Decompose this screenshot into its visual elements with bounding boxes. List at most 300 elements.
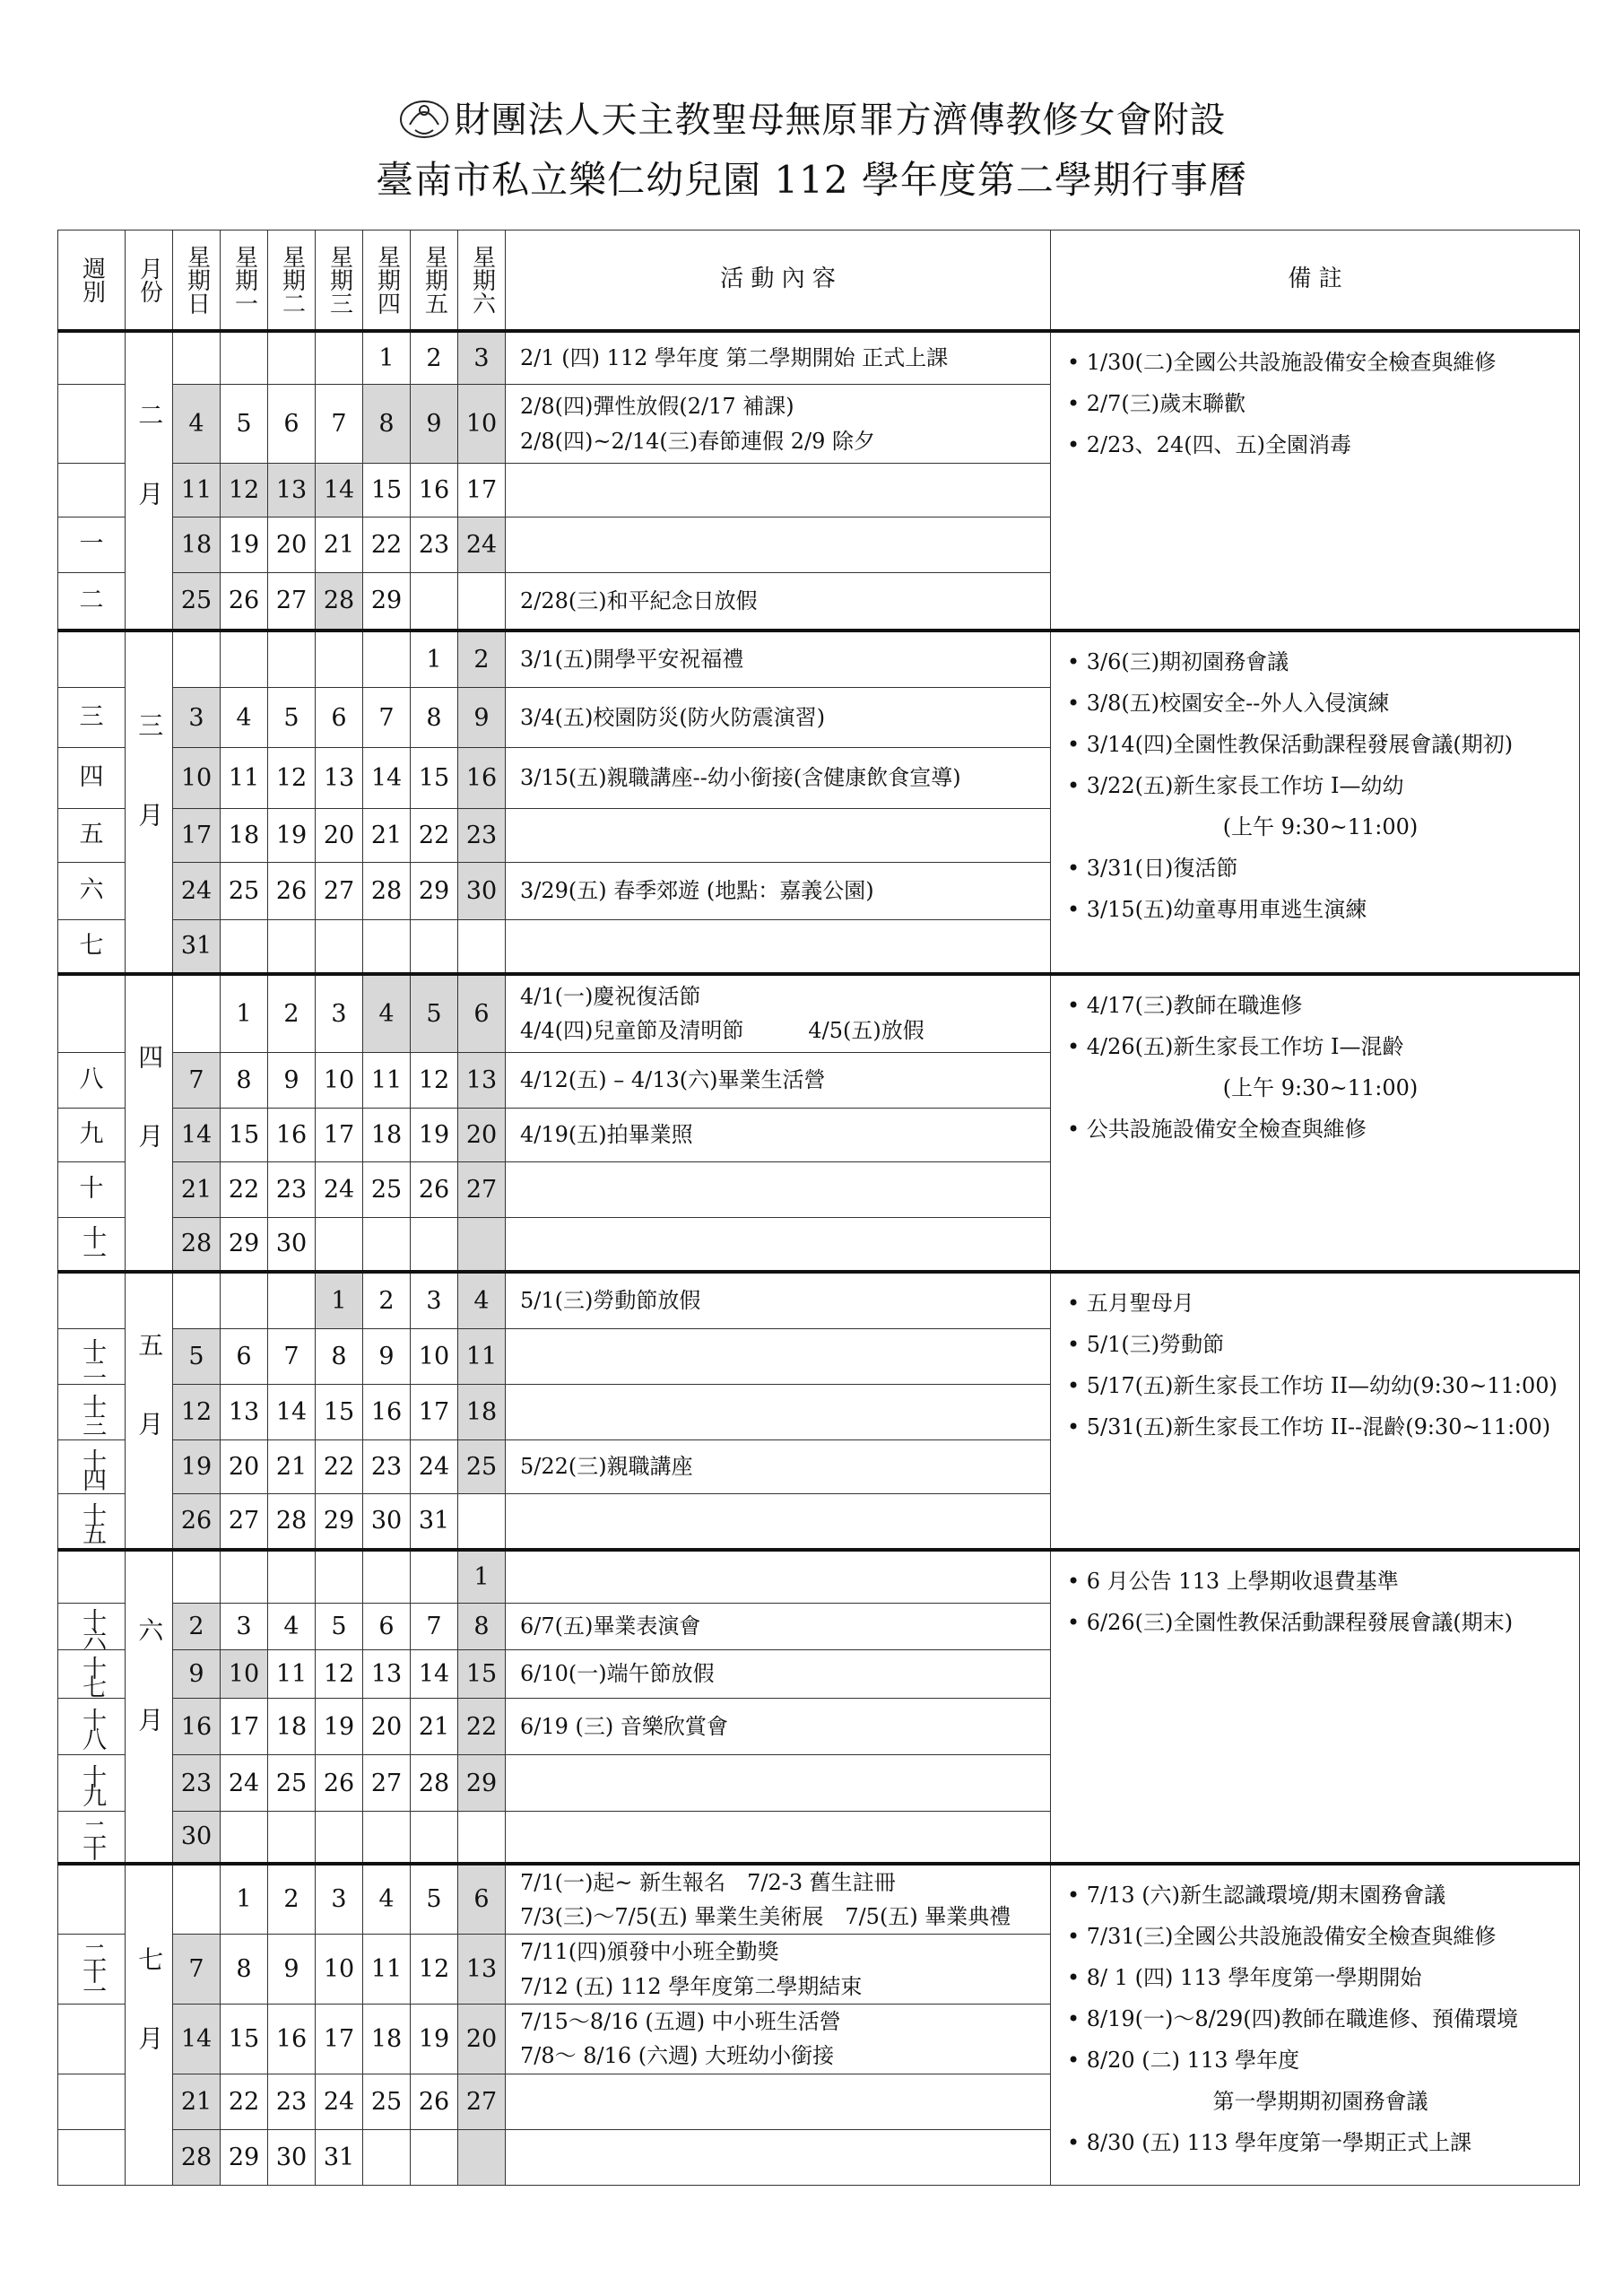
activity-cell <box>506 2129 1051 2185</box>
day-cell: 15 <box>411 748 458 809</box>
day-cell: 24 <box>411 1440 458 1494</box>
day-cell: 15 <box>363 464 411 517</box>
day-cell: 30 <box>363 1494 411 1550</box>
week-number <box>58 331 126 385</box>
day-cell: 23 <box>173 1755 221 1812</box>
activity-item: 7/8～ 8/16 (六週) 大班幼小銜接 <box>520 2043 835 2069</box>
activity-cell <box>506 1812 1051 1864</box>
header-row <box>58 230 1580 331</box>
week-number: 二 <box>58 573 126 631</box>
day-cell <box>173 1864 221 1935</box>
day-cell: 16 <box>363 1385 411 1440</box>
day-cell: 20 <box>268 517 316 573</box>
day-cell: 1 <box>363 331 411 385</box>
remark-item: • 3/6(三)期初園務會議 <box>1067 648 1289 674</box>
remark-item: • 8/19(一)～8/29(四)教師在職進修、預備環境 <box>1067 2005 1519 2031</box>
remark-item: • 6/26(三)全園性教保活動課程發展會議(期末) <box>1067 1609 1514 1635</box>
activity-cell <box>506 1864 1051 1935</box>
day-cell: 4 <box>363 974 411 1053</box>
activity-cell <box>506 1385 1051 1440</box>
activity-item: 7/1(一)起~ 新生報名 7/2-3 舊生註冊 <box>520 1869 896 1895</box>
day-cell <box>316 1218 363 1272</box>
calendar-week-row <box>58 1272 1580 1329</box>
day-cell: 10 <box>221 1650 268 1699</box>
remark-item: (上午 9:30~11:00) <box>1222 1074 1419 1100</box>
remarks-cell <box>1051 1550 1580 1864</box>
remark-item: • 8/20 (二) 113 學年度 <box>1067 2047 1300 2073</box>
activity-cell <box>506 385 1051 464</box>
day-cell: 3 <box>316 1864 363 1935</box>
month-label: 七月 <box>126 1864 173 2186</box>
day-cell: 18 <box>363 2005 411 2074</box>
activity-cell <box>506 920 1051 974</box>
activity-cell <box>506 1053 1051 1109</box>
day-cell: 11 <box>363 1935 411 2005</box>
day-cell: 17 <box>411 1385 458 1440</box>
day-cell: 20 <box>363 1699 411 1755</box>
day-cell: 19 <box>411 2005 458 2074</box>
day-cell <box>268 1812 316 1864</box>
day-cell <box>411 1218 458 1272</box>
day-cell: 31 <box>411 1494 458 1550</box>
day-cell: 2 <box>268 1864 316 1935</box>
week-number <box>58 2005 126 2074</box>
day-cell <box>363 920 411 974</box>
calendar-body <box>58 230 1580 2186</box>
remark-item: • 2/23、24(四、五)全園消毒 <box>1067 431 1351 457</box>
day-cell: 21 <box>316 517 363 573</box>
remark-item: • 2/7(三)歲末聯歡 <box>1067 390 1246 416</box>
day-cell: 2 <box>363 1272 411 1329</box>
day-cell: 9 <box>268 1053 316 1109</box>
day-cell: 29 <box>221 2129 268 2185</box>
day-cell: 1 <box>221 1864 268 1935</box>
day-cell: 24 <box>316 1162 363 1218</box>
day-cell: 5 <box>316 1604 363 1650</box>
activity-cell <box>506 1329 1051 1385</box>
remark-item: • 7/13 (六)新生認識環境/期末園務會議 <box>1067 1882 1446 1908</box>
day-cell: 6 <box>458 974 506 1053</box>
day-cell <box>458 920 506 974</box>
remark-item: • 公共設施設備安全檢查與維修 <box>1067 1116 1367 1142</box>
day-cell: 6 <box>458 1864 506 1935</box>
day-cell: 18 <box>268 1699 316 1755</box>
day-cell: 28 <box>316 573 363 631</box>
day-cell: 23 <box>268 2074 316 2129</box>
day-cell: 15 <box>458 1650 506 1699</box>
activity-item: 4/19(五)拍畢業照 <box>520 1122 693 1148</box>
day-cell: 18 <box>221 809 268 863</box>
day-cell: 26 <box>173 1494 221 1550</box>
day-cell: 8 <box>221 1935 268 2005</box>
week-number: 十三 <box>58 1385 126 1440</box>
remark-item: • 3/8(五)校園安全--外人入侵演練 <box>1067 690 1390 716</box>
header-wed: 星期三 <box>316 230 363 331</box>
activity-item: 3/4(五)校園防災(防火防震演習) <box>520 704 826 730</box>
activity-cell <box>506 1604 1051 1650</box>
day-cell: 6 <box>363 1604 411 1650</box>
week-number: 二十一 <box>58 1935 126 2005</box>
day-cell: 13 <box>458 1935 506 2005</box>
week-number: 三 <box>58 688 126 748</box>
week-number: 十 <box>58 1162 126 1218</box>
activity-item: 2/8(四)彈性放假(2/17 補課) <box>520 394 794 420</box>
congregation-logo-icon <box>397 94 451 141</box>
week-number: 九 <box>58 1109 126 1162</box>
day-cell: 13 <box>316 748 363 809</box>
day-cell: 7 <box>173 1935 221 2005</box>
remark-item: • 6 月公告 113 上學期收退費基準 <box>1067 1568 1399 1594</box>
activity-cell <box>506 1650 1051 1699</box>
day-cell: 7 <box>173 1053 221 1109</box>
day-cell: 18 <box>458 1385 506 1440</box>
day-cell <box>173 331 221 385</box>
day-cell: 17 <box>316 1109 363 1162</box>
calendar-week-row <box>58 1864 1580 1935</box>
week-number <box>58 464 126 517</box>
week-number <box>58 974 126 1053</box>
day-cell: 2 <box>268 974 316 1053</box>
activity-cell <box>506 1550 1051 1604</box>
day-cell: 19 <box>316 1699 363 1755</box>
day-cell <box>221 331 268 385</box>
month-label: 三月 <box>126 631 173 974</box>
day-cell: 5 <box>173 1329 221 1385</box>
calendar-week-row <box>58 974 1580 1053</box>
day-cell <box>173 1550 221 1604</box>
activity-item: 2/8(四)~2/14(三)春節連假 2/9 除夕 <box>520 428 875 454</box>
activity-cell <box>506 517 1051 573</box>
day-cell <box>173 974 221 1053</box>
day-cell: 11 <box>173 464 221 517</box>
day-cell: 4 <box>268 1604 316 1650</box>
activity-cell <box>506 1699 1051 1755</box>
remark-item: • 3/14(四)全園性教保活動課程發展會議(期初) <box>1067 731 1514 757</box>
header-mon: 星期一 <box>221 230 268 331</box>
day-cell: 14 <box>363 748 411 809</box>
day-cell: 21 <box>363 809 411 863</box>
month-label: 二月 <box>126 331 173 631</box>
activity-cell <box>506 2074 1051 2129</box>
day-cell: 26 <box>411 2074 458 2129</box>
day-cell: 22 <box>411 809 458 863</box>
week-number: 十六 <box>58 1604 126 1650</box>
day-cell <box>316 331 363 385</box>
day-cell: 20 <box>316 809 363 863</box>
day-cell: 11 <box>458 1329 506 1385</box>
day-cell <box>221 1550 268 1604</box>
day-cell: 26 <box>316 1755 363 1812</box>
activity-cell <box>506 631 1051 688</box>
day-cell: 17 <box>458 464 506 517</box>
day-cell: 25 <box>363 2074 411 2129</box>
day-cell: 2 <box>411 331 458 385</box>
activity-item: 7/11(四)頒發中小班全勤獎 <box>520 1939 779 1965</box>
header-activity: 活 動 內 容 <box>506 230 1051 331</box>
day-cell: 6 <box>221 1329 268 1385</box>
day-cell: 15 <box>316 1385 363 1440</box>
activity-cell <box>506 1440 1051 1494</box>
week-number <box>58 1550 126 1604</box>
day-cell: 1 <box>411 631 458 688</box>
day-cell <box>363 631 411 688</box>
day-cell: 23 <box>458 809 506 863</box>
week-number: 十一 <box>58 1218 126 1272</box>
activity-cell <box>506 331 1051 385</box>
day-cell: 22 <box>458 1699 506 1755</box>
day-cell: 27 <box>458 2074 506 2129</box>
day-cell <box>268 331 316 385</box>
day-cell: 28 <box>268 1494 316 1550</box>
week-number: 十七 <box>58 1650 126 1699</box>
header-sat: 星期六 <box>458 230 506 331</box>
activity-item: 3/1(五)開學平安祝福禮 <box>520 647 744 673</box>
day-cell: 22 <box>316 1440 363 1494</box>
day-cell: 7 <box>316 385 363 464</box>
day-cell: 5 <box>221 385 268 464</box>
day-cell: 5 <box>411 1864 458 1935</box>
day-cell: 30 <box>268 1218 316 1272</box>
day-cell <box>173 631 221 688</box>
day-cell: 16 <box>458 748 506 809</box>
day-cell: 12 <box>411 1935 458 2005</box>
remark-item: 第一學期期初園務會議 <box>1212 2088 1428 2114</box>
day-cell <box>458 1812 506 1864</box>
day-cell <box>411 2129 458 2185</box>
week-number: 十五 <box>58 1494 126 1550</box>
day-cell: 30 <box>458 863 506 920</box>
day-cell: 9 <box>411 385 458 464</box>
day-cell <box>363 1550 411 1604</box>
day-cell <box>458 1494 506 1550</box>
day-cell <box>221 920 268 974</box>
week-number: 二十 <box>58 1812 126 1864</box>
remarks-cell <box>1051 1272 1580 1550</box>
day-cell: 21 <box>411 1699 458 1755</box>
day-cell: 4 <box>173 385 221 464</box>
day-cell: 21 <box>268 1440 316 1494</box>
day-cell: 11 <box>363 1053 411 1109</box>
day-cell: 18 <box>363 1109 411 1162</box>
week-number: 十四 <box>58 1440 126 1494</box>
day-cell: 5 <box>411 974 458 1053</box>
day-cell: 2 <box>458 631 506 688</box>
day-cell <box>316 1550 363 1604</box>
calendar-week-row <box>58 331 1580 385</box>
remark-item: • 7/31(三)全國公共設施設備安全檢查與維修 <box>1067 1923 1497 1949</box>
remark-item: • 五月聖母月 <box>1067 1290 1194 1316</box>
title-line-1 <box>0 91 1623 143</box>
day-cell <box>411 1812 458 1864</box>
remark-item: • 8/ 1 (四) 113 學年度第一學期開始 <box>1067 1964 1422 1990</box>
day-cell: 12 <box>268 748 316 809</box>
week-number <box>58 385 126 464</box>
day-cell: 26 <box>221 573 268 631</box>
day-cell: 11 <box>221 748 268 809</box>
day-cell: 28 <box>173 2129 221 2185</box>
day-cell: 17 <box>221 1699 268 1755</box>
day-cell <box>221 1812 268 1864</box>
remarks-cell <box>1051 974 1580 1272</box>
day-cell <box>173 1272 221 1329</box>
day-cell <box>411 1550 458 1604</box>
activity-item: 4/12(五) – 4/13(六)畢業生活營 <box>520 1067 826 1093</box>
day-cell: 8 <box>411 688 458 748</box>
day-cell: 21 <box>173 2074 221 2129</box>
day-cell: 15 <box>221 2005 268 2074</box>
day-cell: 28 <box>173 1218 221 1272</box>
day-cell: 24 <box>173 863 221 920</box>
remark-item: • 1/30(二)全國公共設施設備安全檢查與維修 <box>1067 349 1497 375</box>
day-cell: 24 <box>316 2074 363 2129</box>
organization-name: 財團法人天主教聖母無原罪方濟傳教修女會附設 <box>454 100 1227 141</box>
day-cell: 13 <box>221 1385 268 1440</box>
header-month: 月份 <box>126 230 173 331</box>
day-cell: 21 <box>173 1162 221 1218</box>
remark-item: • 3/15(五)幼童專用車逃生演練 <box>1067 896 1367 922</box>
calendar-week-row <box>58 631 1580 688</box>
day-cell <box>316 1812 363 1864</box>
day-cell: 4 <box>221 688 268 748</box>
remark-item: • 4/26(五)新生家長工作坊 I—混齡 <box>1067 1033 1404 1059</box>
activity-item: 7/12 (五) 112 學年度第二學期結束 <box>520 1973 863 1999</box>
day-cell: 22 <box>221 1162 268 1218</box>
day-cell: 25 <box>173 573 221 631</box>
activity-cell <box>506 464 1051 517</box>
day-cell: 16 <box>173 1699 221 1755</box>
header-tue: 星期二 <box>268 230 316 331</box>
remark-item: • 3/31(日)復活節 <box>1067 855 1238 881</box>
remark-item: (上午 9:30~11:00) <box>1222 813 1419 839</box>
header-thu: 星期四 <box>363 230 411 331</box>
day-cell: 19 <box>268 809 316 863</box>
week-number: 十八 <box>58 1699 126 1755</box>
day-cell: 17 <box>173 809 221 863</box>
day-cell: 27 <box>221 1494 268 1550</box>
day-cell: 14 <box>411 1650 458 1699</box>
day-cell <box>458 2129 506 2185</box>
calendar-table <box>57 230 1580 2186</box>
day-cell: 6 <box>316 688 363 748</box>
activity-cell <box>506 809 1051 863</box>
day-cell <box>268 631 316 688</box>
week-number: 四 <box>58 748 126 809</box>
day-cell: 10 <box>411 1329 458 1385</box>
day-cell: 14 <box>268 1385 316 1440</box>
day-cell: 20 <box>458 1109 506 1162</box>
month-label: 四月 <box>126 974 173 1272</box>
day-cell <box>363 1218 411 1272</box>
day-cell: 2 <box>173 1604 221 1650</box>
day-cell: 3 <box>458 331 506 385</box>
header-fri: 星期五 <box>411 230 458 331</box>
activity-item: 2/1 (四) 112 學年度 第二學期開始 正式上課 <box>520 345 949 371</box>
day-cell: 29 <box>363 573 411 631</box>
remark-item: • 4/17(三)教師在職進修 <box>1067 992 1303 1018</box>
day-cell: 8 <box>316 1329 363 1385</box>
week-number: 八 <box>58 1053 126 1109</box>
week-number: 十二 <box>58 1329 126 1385</box>
activity-cell <box>506 1494 1051 1550</box>
header-sun: 星期日 <box>173 230 221 331</box>
day-cell: 3 <box>221 1604 268 1650</box>
week-number: 七 <box>58 920 126 974</box>
remark-item: • 3/22(五)新生家長工作坊 I—幼幼 <box>1067 772 1404 798</box>
day-cell: 12 <box>316 1650 363 1699</box>
activity-item: 3/29(五) 春季郊遊 (地點：嘉義公園) <box>520 878 874 904</box>
day-cell: 22 <box>363 517 411 573</box>
day-cell: 30 <box>268 2129 316 2185</box>
week-number: 五 <box>58 809 126 863</box>
day-cell: 24 <box>221 1755 268 1812</box>
week-number: 一 <box>58 517 126 573</box>
activity-cell <box>506 1109 1051 1162</box>
activity-cell <box>506 1272 1051 1329</box>
day-cell: 20 <box>221 1440 268 1494</box>
day-cell: 16 <box>268 2005 316 2074</box>
header-remarks: 備 註 <box>1051 230 1580 331</box>
day-cell <box>221 631 268 688</box>
day-cell: 16 <box>411 464 458 517</box>
activity-item: 5/1(三)勞動節放假 <box>520 1288 701 1314</box>
activity-item: 3/15(五)親職講座--幼小銜接(含健康飲食宣導) <box>520 765 961 791</box>
week-number: 六 <box>58 863 126 920</box>
day-cell: 8 <box>458 1604 506 1650</box>
activity-cell <box>506 863 1051 920</box>
day-cell: 14 <box>173 1109 221 1162</box>
activity-cell <box>506 2005 1051 2074</box>
day-cell: 9 <box>173 1650 221 1699</box>
day-cell: 7 <box>411 1604 458 1650</box>
activity-cell <box>506 573 1051 631</box>
day-cell: 10 <box>458 385 506 464</box>
remarks-cell <box>1051 1864 1580 2186</box>
day-cell: 20 <box>458 2005 506 2074</box>
day-cell <box>268 1550 316 1604</box>
calendar-week-row <box>58 1550 1580 1604</box>
day-cell: 29 <box>221 1218 268 1272</box>
day-cell: 23 <box>268 1162 316 1218</box>
activity-item: 4/4(四)兒童節及清明節 4/5(五)放假 <box>520 1018 924 1044</box>
day-cell: 24 <box>458 517 506 573</box>
month-label: 五月 <box>126 1272 173 1550</box>
day-cell: 17 <box>316 2005 363 2074</box>
day-cell: 9 <box>363 1329 411 1385</box>
activity-cell <box>506 1755 1051 1812</box>
day-cell <box>221 1272 268 1329</box>
day-cell: 29 <box>316 1494 363 1550</box>
activity-item: 6/19 (三) 音樂欣賞會 <box>520 1713 728 1739</box>
day-cell: 30 <box>173 1812 221 1864</box>
day-cell: 8 <box>363 385 411 464</box>
day-cell: 8 <box>221 1053 268 1109</box>
day-cell <box>458 573 506 631</box>
header-week: 週別 <box>58 230 126 331</box>
day-cell: 6 <box>268 385 316 464</box>
day-cell: 25 <box>221 863 268 920</box>
activity-item: 4/1(一)慶祝復活節 <box>520 983 701 1009</box>
day-cell: 25 <box>363 1162 411 1218</box>
day-cell <box>316 631 363 688</box>
week-number <box>58 2129 126 2185</box>
week-number: 十九 <box>58 1755 126 1812</box>
week-number <box>58 1864 126 1935</box>
day-cell: 15 <box>221 1109 268 1162</box>
day-cell: 27 <box>363 1755 411 1812</box>
day-cell: 13 <box>268 464 316 517</box>
day-cell: 7 <box>363 688 411 748</box>
day-cell: 12 <box>411 1053 458 1109</box>
